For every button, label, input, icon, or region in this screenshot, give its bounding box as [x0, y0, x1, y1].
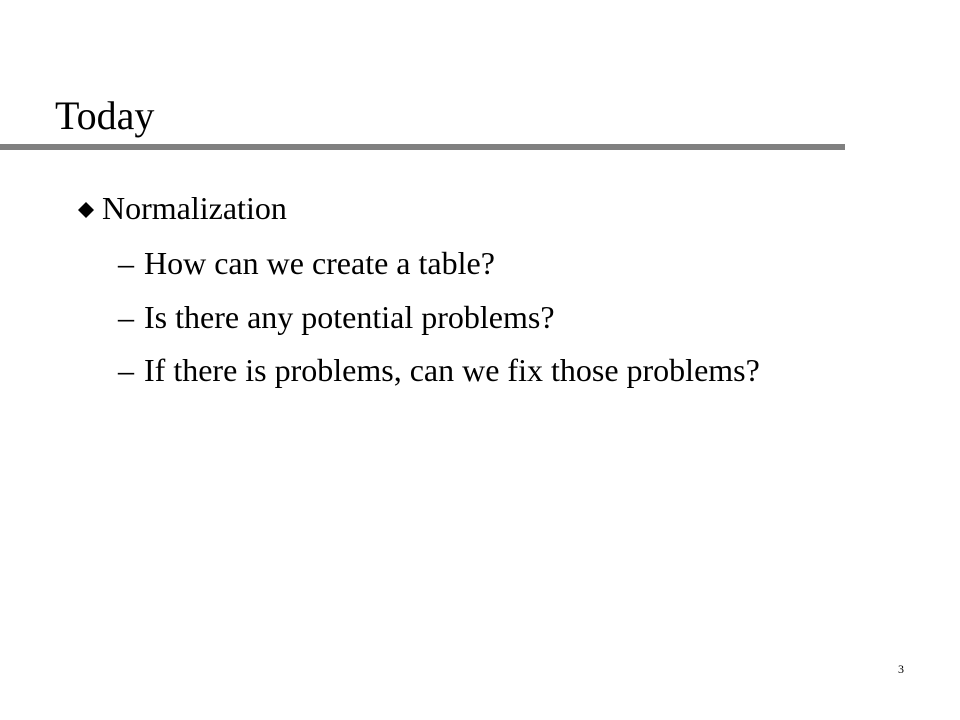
sub-item-fix-problems	[118, 350, 760, 390]
slide-title: Today	[55, 93, 155, 138]
bullet-text: Normalization	[102, 190, 287, 226]
diamond-bullet-icon	[78, 202, 94, 218]
page-number: 3	[898, 662, 904, 676]
sub-item-text: Is there any potential problems?	[144, 299, 555, 335]
bullet-item-normalization	[78, 188, 287, 228]
sub-item-text: If there is problems, can we fix those problems?	[144, 352, 760, 388]
sub-item-create-table	[118, 243, 495, 283]
dash-marker: –	[118, 245, 134, 281]
sub-item-text: How can we create a table?	[144, 245, 495, 281]
dash-marker: –	[118, 352, 134, 388]
title-divider	[0, 144, 845, 150]
dash-marker: –	[118, 299, 134, 335]
sub-item-potential-problems	[118, 297, 555, 337]
